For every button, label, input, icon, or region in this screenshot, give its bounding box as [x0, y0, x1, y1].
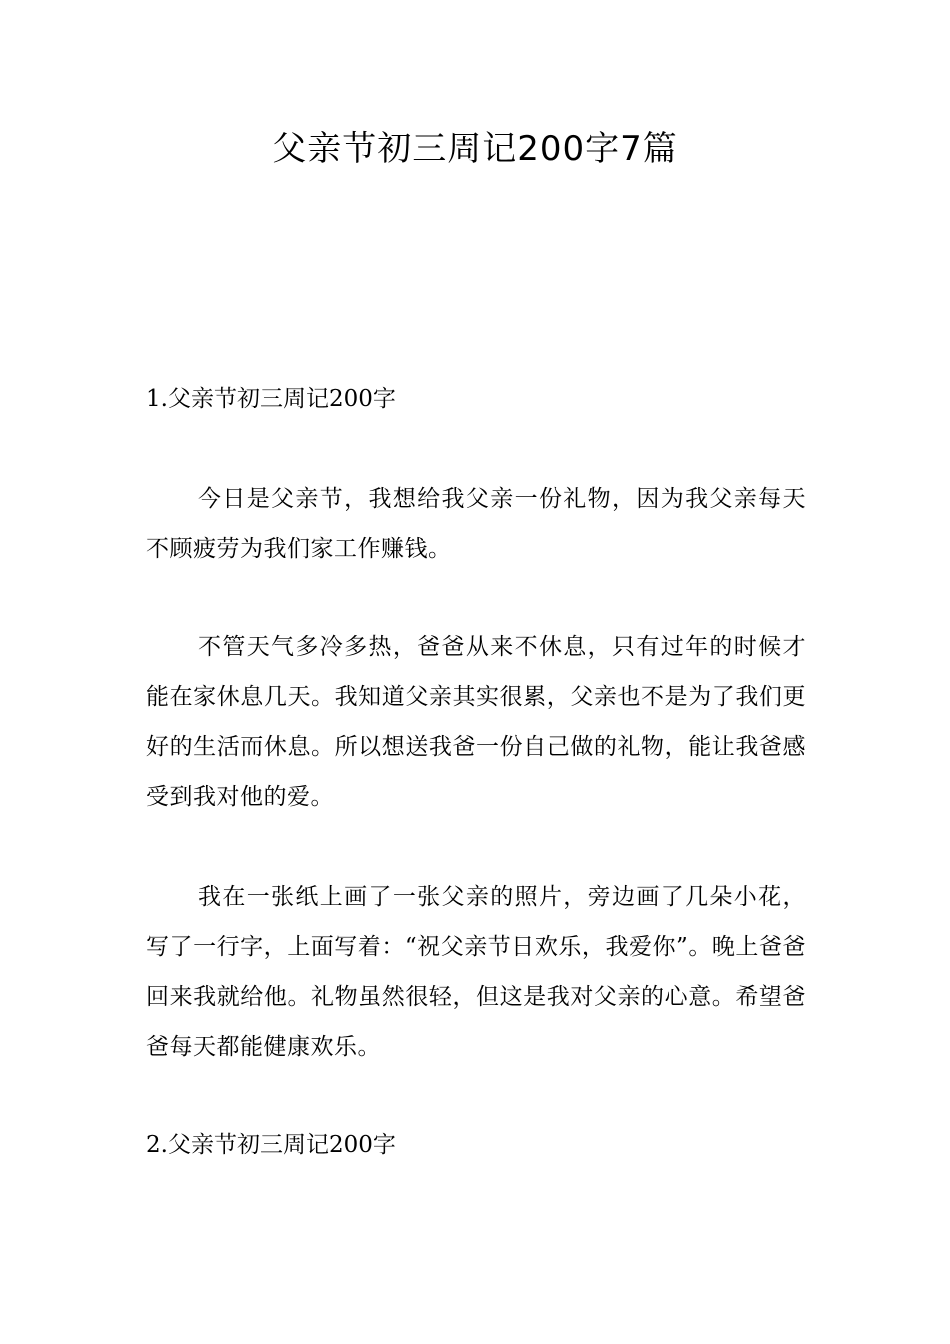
section-heading-1: 1.父亲节初三周记200字 — [146, 386, 396, 412]
paragraph-3: 我在一张纸上画了一张父亲的照片，旁边画了几朵小花，写了一行字，上面写着：“祝父亲节日欢乐，我爱你”。晚上爸爸回来我就给他。礼物虽然很轻，但这是我对父亲的心意。希望爸爸每天都能健康欢乐。 — [146, 884, 806, 1060]
paragraph-2: 不管天气多冷多热，爸爸从来不休息，只有过年的时候才能在家休息几天。我知道父亲其实很累，父亲也不是为了我们更好的生活而休息。所以想送我爸一份自己做的礼物，能让我爸感受到我对他的爱。 — [146, 634, 806, 810]
document-title: 父亲节初三周记200字7篇 — [272, 129, 678, 169]
paragraph-1: 今日是父亲节，我想给我父亲一份礼物，因为我父亲每天不顾疲劳为我们家工作赚钱。 — [146, 486, 806, 562]
section-heading-2: 2.父亲节初三周记200字 — [146, 1132, 396, 1158]
